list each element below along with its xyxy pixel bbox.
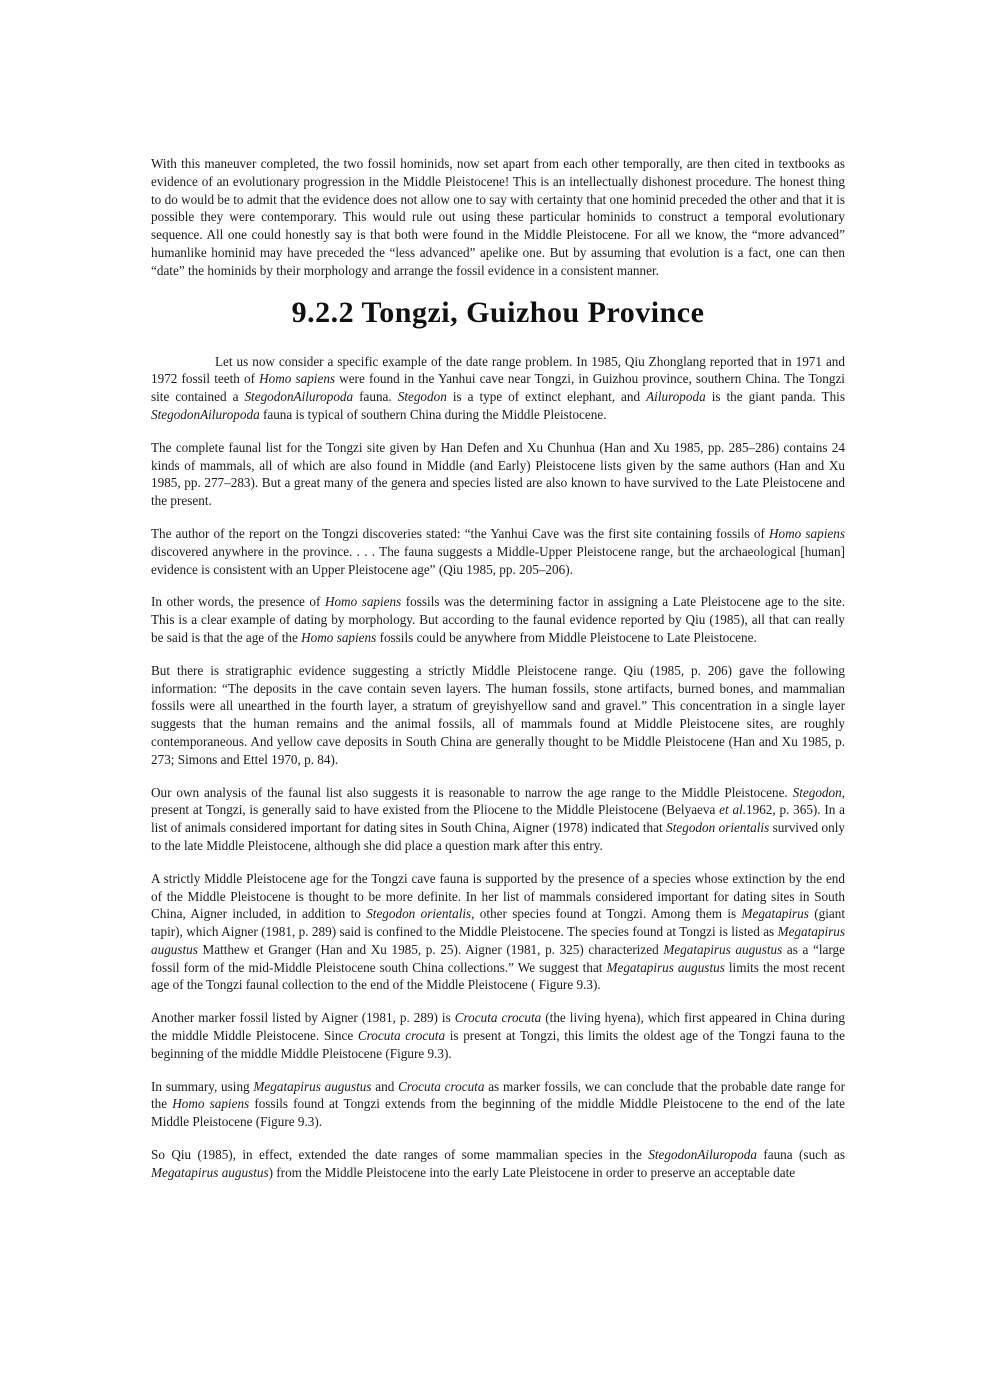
text-run: and bbox=[371, 1078, 399, 1094]
text-run: fauna. bbox=[353, 389, 398, 405]
paragraph bbox=[151, 784, 845, 855]
text-run: fossils found at Tongzi extends from the beginning of the middle Middle Pleistocene to the end of the late Middle Pleistocene (Figure 9.3). bbox=[151, 1096, 845, 1130]
paragraph bbox=[151, 1146, 845, 1182]
italic-text-run: Stegodon orientalis bbox=[666, 820, 770, 836]
italic-text-run: StegodonAiluropoda bbox=[648, 1147, 757, 1163]
text-run: survived only to the late Middle Pleistocene, although she did place a question mark after this entry. bbox=[151, 820, 845, 853]
text-run: discovered anywhere in the province. . . . The fauna suggests a Middle-Upper Pleistocene range, but the archaeological [human] evidence is consistent with an Upper Pleistocene age” (Qiu 1985, pp. 205–206). bbox=[151, 543, 845, 577]
text-column bbox=[151, 155, 845, 1197]
italic-text-run: Megatapirus augustus bbox=[663, 941, 783, 957]
text-run: Matthew et Granger (Han and Xu 1985, p. 25). Aigner (1981, p. 325) characterized bbox=[197, 941, 664, 957]
italic-text-run: Ailuropoda bbox=[646, 389, 706, 405]
text-run: (giant tapir), which Aigner (1981, p. 289) said is confined to the Middle Pleistocene. The species found at Tongzi is listed as bbox=[151, 906, 846, 940]
text-run: is present at Tongzi, this limits the oldest age of the Tongzi fauna to the beginning of the middle Middle Pleistocene (Figure 9.3). bbox=[151, 1028, 845, 1061]
text-run: were found in the Yanhui cave near Tongzi, in Guizhou province, southern China. The Tongzi site contained a bbox=[151, 371, 845, 405]
text-run: In summary, using bbox=[151, 1078, 254, 1094]
text-run: Our own analysis of the faunal list also suggests it is reasonable to narrow the age range to the Middle Pleistocene. bbox=[151, 784, 793, 800]
paragraph bbox=[151, 1078, 845, 1131]
text-run: The complete faunal list for the Tongzi site given by Han Defen and Xu Chunhua (Han and Xu 1985, pp. 285–286) contains 24 kinds of mammals, all of which are also found in Middle (and Early) Pleistocene lists given by the same authors (Han and Xu 1985, pp. 277–283). But a great many of the genera and species listed are also known to have survived to the Late Pleistocene and the present. bbox=[151, 439, 845, 509]
text-run: Let us now consider a specific example of the date range problem. In 1985, Qiu Zhonglang reported that in 1971 and 1972 fossil teeth of bbox=[151, 353, 845, 387]
italic-text-run: Stegodon bbox=[397, 389, 447, 405]
text-run: is the giant panda. This bbox=[705, 389, 845, 405]
text-run: is a type of extinct elephant, and bbox=[446, 389, 647, 405]
text-run: So Qiu (1985), in effect, extended the date ranges of some mammalian species in the bbox=[151, 1147, 649, 1163]
text-run: fossils could be anywhere from Middle Pleistocene to Late Pleistocene. bbox=[376, 629, 757, 645]
text-run: , present at Tongzi, is generally said to have existed from the Pliocene to the Middle Pleistocene (Belyaeva bbox=[151, 784, 845, 818]
paragraph bbox=[151, 155, 845, 280]
paragraph bbox=[151, 870, 845, 995]
italic-text-run: Homo sapiens bbox=[324, 594, 402, 610]
italic-text-run: Homo sapiens bbox=[301, 629, 377, 645]
text-run: A strictly Middle Pleistocene age for the Tongzi cave fauna is supported by the presence of a species whose extinction by the end of the Middle Pleistocene is thought to be more definite. In her list of mammals considered important for dating sites in South China, Aigner included, in addition to bbox=[151, 870, 845, 922]
text-run: , other species found at Tongzi. Among them is bbox=[471, 906, 742, 922]
paragraph bbox=[151, 1009, 845, 1062]
italic-text-run: Megatapirus augustus bbox=[151, 1164, 269, 1180]
text-run: Another marker fossil listed by Aigner (1981, p. 289) is bbox=[151, 1010, 455, 1026]
paragraph bbox=[151, 593, 845, 646]
italic-text-run: Megatapirus augustus bbox=[253, 1078, 372, 1094]
italic-text-run: Homo sapiens bbox=[259, 371, 336, 387]
paragraph bbox=[151, 525, 845, 578]
italic-text-run: et al. bbox=[719, 802, 746, 818]
italic-text-run: StegodonAiluropoda bbox=[244, 389, 354, 405]
italic-text-run: StegodonAiluropoda bbox=[151, 406, 260, 422]
text-run: (the living hyena), which first appeared in China during the middle Middle Pleistocene. Since bbox=[151, 1010, 845, 1044]
italic-text-run: Stegodon orientalis bbox=[366, 906, 472, 922]
text-run: fossils was the determining factor in assigning a Late Pleistocene age to the site. This is a clear example of dating by morphology. But according to the faunal evidence reported by Qiu (1985), all that can really be said is that the age of the bbox=[151, 594, 845, 645]
italic-text-run: Homo sapiens bbox=[172, 1096, 250, 1112]
text-run: as a “large fossil form of the mid-Middle Pleistocene south China collections.” We suggest that bbox=[151, 941, 846, 975]
paragraph bbox=[151, 439, 845, 510]
italic-text-run: Stegodon bbox=[792, 784, 842, 800]
italic-text-run: Homo sapiens bbox=[769, 525, 845, 541]
text-run: limits the most recent age of the Tongzi faunal collection to the end of the Middle Pleistocene ( Figure 9.3). bbox=[151, 959, 845, 993]
text-run: The author of the report on the Tongzi discoveries stated: “the Yanhui Cave was the first site containing fossils of bbox=[151, 525, 770, 541]
text-run: But there is stratigraphic evidence suggesting a strictly Middle Pleistocene range. Qiu (1985, p. 206) gave the following information: “The deposits in the cave contain seven layers. The human fossils, stone artifacts, burned bones, and mammalian fossils were all unearthed in the fourth layer, a stratum of greyishyellow sand and gravel.” This concentration in a single layer suggests that the human remains and the animal fossils, all of mammals found at Middle Pleistocene sites, are roughly contemporaneous. And yellow cave deposits in South China are generally thought to be Middle Pleistocene (Han and Xu 1985, p. 273; Simons and Ettel 1970, p. 84). bbox=[151, 662, 845, 767]
text-run: fauna (such as bbox=[756, 1147, 846, 1163]
italic-text-run: Crocuta crocuta bbox=[398, 1078, 485, 1094]
paragraph bbox=[151, 353, 845, 424]
italic-text-run: Megatapirus bbox=[741, 906, 809, 922]
italic-text-run: Megatapirus augustus bbox=[606, 959, 725, 975]
section-heading: 9.2.2 Tongzi, Guizhou Province bbox=[291, 295, 705, 329]
text-run: as marker fossils, we can conclude that the probable date range for the bbox=[151, 1078, 846, 1112]
text-run: With this maneuver completed, the two fossil hominids, now set apart from each other temporally, are then cited in textbooks as evidence of an evolutionary progression in the Middle Pleistocene! This is an intellectually dishonest procedure. The honest thing to do would be to admit that the evidence does not allow one to say with certainty that one hominid preceded the other and that it is possible they were contemporary. This would rule out using these particular hominids to construct a temporal evolutionary sequence. All one could honestly say is that both were found in the Middle Pleistocene. For all we know, the “more advanced” humanlike hominid may have preceded the “less advanced” apelike one. But by assuming that evolution is a fact, one can then “date” the hominids by their morphology and arrange the fossil evidence in a consistent manner. bbox=[151, 156, 845, 278]
text-run: In other words, the presence of bbox=[151, 594, 325, 610]
paragraph bbox=[151, 662, 845, 769]
italic-text-run: Megatapirus augustus bbox=[151, 924, 845, 957]
italic-text-run: Crocuta crocuta bbox=[357, 1028, 446, 1044]
text-run: ) from the Middle Pleistocene into the early Late Pleistocene in order to preserve an acceptable date bbox=[268, 1164, 796, 1180]
italic-text-run: Crocuta crocuta bbox=[454, 1010, 542, 1026]
text-run: 1962, p. 365). In a list of animals considered important for dating sites in South China, Aigner (1978) indicated that bbox=[151, 802, 846, 836]
text-run: fauna is typical of southern China during the Middle Pleistocene. bbox=[259, 406, 607, 422]
